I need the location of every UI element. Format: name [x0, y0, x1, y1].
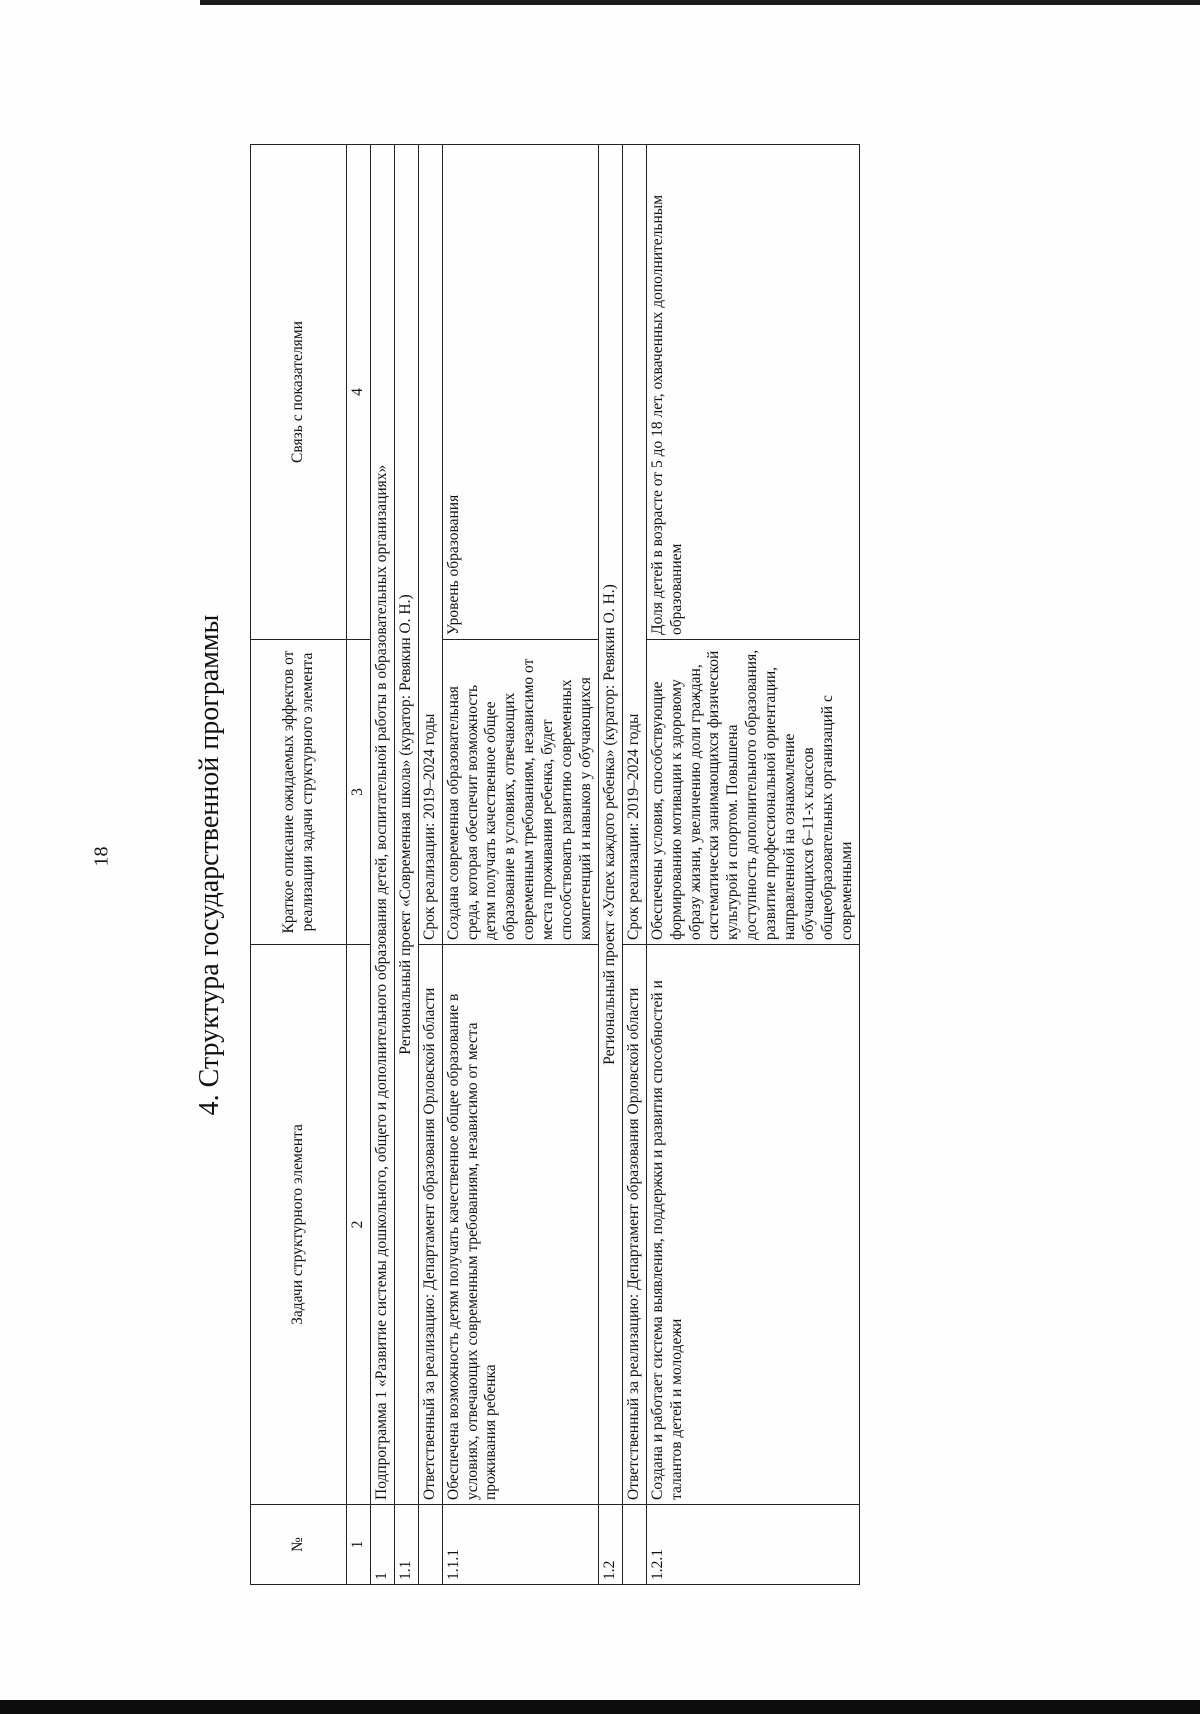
table-row [598, 145, 622, 1585]
table-row [394, 145, 418, 1585]
row-number: 1.2 [598, 1505, 622, 1585]
header-indicators: Связь с показателями [251, 145, 347, 640]
task-text: Обеспечена возможность детям получать качественное общее образование в условиях, отвечающих современным требованиям, независимо от места проживания ребенка [442, 945, 598, 1505]
column-number-2: 2 [347, 945, 371, 1505]
rotated-content [190, 145, 1140, 1585]
indicator-link: Уровень образования [442, 145, 598, 640]
column-number-4: 4 [347, 145, 371, 640]
implementation-term: Срок реализации: 2019–2024 годы [622, 145, 646, 945]
regional-project-title: Региональный проект «Современная школа» (куратор: Ревякин О. Н.) [394, 145, 418, 1505]
table-row [370, 145, 394, 1585]
scan-edge-top [200, 0, 1200, 5]
table-row [646, 145, 859, 1585]
table-header-row [251, 145, 347, 1585]
indicator-link: Доля детей в возрасте от 5 до 18 лет, охваченных дополнительным образованием [646, 145, 859, 640]
header-effects: Краткое описание ожидаемых эффектов от реализации задачи структурного элемента [251, 640, 347, 945]
column-number-3: 3 [347, 640, 371, 945]
scan-edge-bottom [0, 1700, 1200, 1714]
effect-text: Обеспечены условия, способствующие формированию мотивации к здоровому образу жизни, увеличению доли граждан, систематически занимающихся физической культурой и спортом. Повышена доступность дополнительного образования, развитие профессиональной ориентации, направленной на ознакомление обучающихся 6–11-х классов общеобразовательных организаций с современными [646, 640, 859, 945]
page-number: 18 [90, 846, 113, 867]
responsible-party: Ответственный за реализацию: Департамент образования Орловской области [418, 945, 442, 1505]
task-text: Создана и работает система выявления, поддержки и развития способностей и талантов детей и молодежи [646, 945, 859, 1505]
document-title: 4. Структура государственной программы [194, 614, 225, 1116]
row-number: 1.1.1 [442, 1505, 598, 1585]
row-number: 1 [370, 1505, 394, 1585]
subprogram-title: Подпрограмма 1 «Развитие системы дошкольного, общего и дополнительного образования детей, воспитательной работы в образовательных организациях» [370, 145, 394, 1505]
empty-cell [418, 1505, 442, 1585]
empty-cell [622, 1505, 646, 1585]
column-number-1: 1 [347, 1505, 371, 1585]
table-row [418, 145, 442, 1585]
responsible-party: Ответственный за реализацию: Департамент образования Орловской области [622, 945, 646, 1505]
header-number: № [251, 1505, 347, 1585]
row-number: 1.2.1 [646, 1505, 859, 1585]
structure-table [250, 144, 860, 1585]
column-numbering-row [347, 145, 371, 1585]
table-row [442, 145, 598, 1585]
implementation-term: Срок реализации: 2019–2024 годы [418, 145, 442, 945]
effect-text: Создана современная образовательная среда, которая обеспечит возможность детям получать качественное общее образование в условиях, отвечающих современным требованиям, независимо от места проживания ребенка, будет способствовать развитию современных компетенций и навыков у обучающихся [442, 640, 598, 945]
regional-project-title: Региональный проект «Успех каждого ребенка» (куратор: Ревякин О. Н.) [598, 145, 622, 1505]
table-row [622, 145, 646, 1585]
row-number: 1.1 [394, 1505, 418, 1585]
header-tasks: Задачи структурного элемента [251, 945, 347, 1505]
